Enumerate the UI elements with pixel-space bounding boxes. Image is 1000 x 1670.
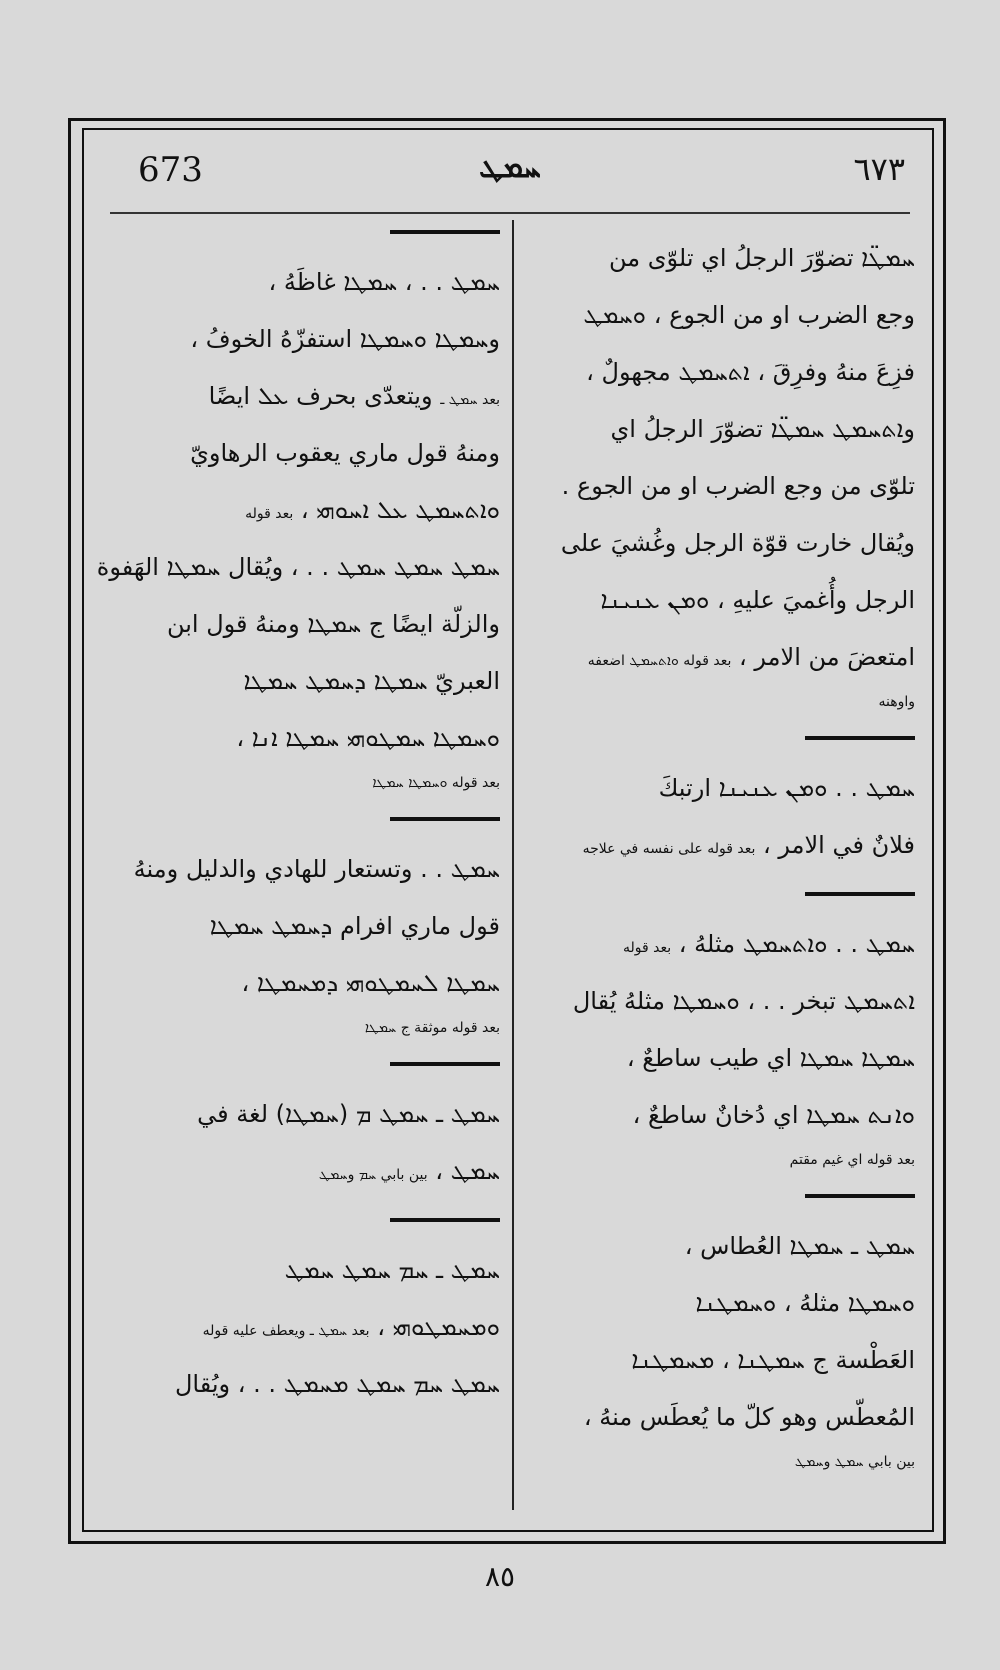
editorial-note: بعد ܚܡܛ ـ ويعطف عليه قوله [202,1323,370,1339]
text-line: ܚܡܛ . . ܘܡܢ ܥܢܝܢܐ ارتبكَ [658,774,915,802]
column-divider [512,220,514,1510]
text-line: قول ماري افرام ܕܚܡܛ ܚܡܛܐ [209,912,500,940]
text-line: ܚܡܛ . . ، ܚܡܛܐ غاظَهُ ، [268,268,500,296]
text-line: وجع الضرب او من الجوع ، ܘܚܡܛ [583,301,915,329]
entry [525,1218,915,1478]
editorial-note: واوهنه [878,694,915,710]
text-line: وܐܬܚܡܛ ܚܡܛ̈ܐ تضوّرَ الرجلُ اي [610,415,915,443]
entry-text: امتعضَ من الامر ، [739,643,915,671]
entry [100,1086,500,1200]
entry-text: ܚܡܛ ، [435,1157,500,1185]
editorial-note: بين بابي ܚܡܛ وܚܡܛ [794,1454,915,1470]
text-line [100,1143,500,1200]
editorial-note: بعد قوله موثقة ج ܚܡܛܐ [364,1020,500,1036]
header-rule [110,212,910,214]
text-line: ܘܚܡܛܐ ܚܡܛܘܗܝ ܚܡܛܐ ܐܢܐ ، [236,724,500,752]
text-line [525,916,915,973]
text-line [100,368,500,425]
entry [525,916,915,1176]
entry [96,254,500,799]
text-line: ܚܡܛ̈ܐ تضوّرَ الرجلُ اي تلوّى من [608,244,915,272]
text-line: تلوّى من وجع الضرب او من الجوع . [561,472,915,500]
entry-separator [805,736,915,740]
entry [100,841,500,1044]
signature-number: ٨٥ [484,1560,516,1593]
text-line: ܚܡܛ ܚܡ ܚܡܛ ܡܚܡܛ . . ، ويُقال [174,1370,500,1398]
entry [525,760,915,874]
entry-separator [805,892,915,896]
text-line [525,629,915,686]
text-line: ܘܚܡܛܐ مثلهُ ، ܘܚܡܛܢܐ [695,1289,915,1317]
entry-separator [805,1194,915,1198]
text-line: ܚܡܛܐ ܠܚܡܛܘܗܝ ܕܡܚܡܛܐ ، [241,969,500,997]
text-line: العَطْسة ج ܚܡܛܢܐ ، ܡܚܡܛܢܐ [631,1346,915,1374]
entry-text: ܘܐܬܚܡܛ ܥܠ ܐܚܘܗܝ ، [300,496,500,524]
text-line: ومنهُ قول ماري يعقوب الرهاويّ [190,439,500,467]
editorial-note: بعد قوله على نفسه في علاجه [582,841,756,857]
entry-separator [390,230,500,234]
page-number-arabic: ٦٧٣ [853,150,905,188]
editorial-note: بين بابي ܚܡ وܚܡܛ [318,1167,428,1183]
right-column [525,230,915,1478]
text-line: ܚܡܛ ـ ܚܡܛܐ العُطاس ، [684,1232,915,1260]
editorial-note: بعد قوله [245,506,294,522]
text-line: ܚܡܛ ـ ܚܡܛ ܡ (ܚܡܛܐ) لغة في [197,1100,500,1128]
entry [525,230,915,718]
text-line: والزلّة ايضًا ج ܚܡܛܐ ومنهُ قول ابن [166,610,500,638]
text-line: وܚܡܛܐ ܘܚܡܛܐ استفزّهُ الخوفُ ، [190,325,500,353]
page-number-latin: 673 [138,150,203,190]
text-line: المُعطّس وهو كلّ ما يُعطَس منهُ ، [583,1403,915,1431]
left-column [96,230,500,1413]
text-line: ܚܡܛ ـ ܚܡ ܚܡܛ ܚܡܛ [284,1256,500,1284]
text-line: ويُقال خارت قوّة الرجل وغُشيَ على [560,529,915,557]
text-line: ܘܐܢܬ ܚܡܛܐ اي دُخانٌ ساطعٌ ، [632,1101,915,1129]
editorial-note: بعد قوله ܘܐܬܚܡܛ اضعفه [587,653,732,669]
text-line [100,1299,500,1356]
text-line [100,482,500,539]
editorial-note: بعد قوله [623,940,672,956]
editorial-note: بعد قوله ܘܚܡܛܐ ܚܡܛܐ [372,775,500,791]
text-line: ܚܡܛܐ ܚܡܛܐ اي طيب ساطعٌ ، [626,1044,915,1072]
text-line: ܐܬܚܡܛ تبخر . . ، ܘܚܡܛܐ مثلهُ يُقال [572,987,915,1015]
entry-separator [390,817,500,821]
text-line [525,817,915,874]
text-line: فزِعَ منهُ وفرِقَ ، ܐܬܚܡܛ مجهولٌ ، [586,358,915,386]
running-head: ܚܡܛ [479,150,541,185]
text-line: الرجل وأُغميَ عليهِ ، ܘܡܢ ܥܢܝܢܐ [600,586,915,614]
text-line: ܚܡܛ . . وتستعار للهادي والدليل ومنهُ [133,855,500,883]
entry-separator [390,1062,500,1066]
text-line: ܚܡܛ ܚܡܛ ܚܡܛ . . ، ويُقال ܚܡܛܐ الهَفوة [96,553,500,581]
editorial-note: بعد قوله اي غيم مقتم [789,1152,915,1168]
text-line: العبريّ ܚܡܛܐ ܕܚܡܛ ܚܡܛܐ [243,667,500,695]
entry-text: ܘܡܚܡܛܘܗܝ ، [377,1313,500,1341]
entry-text: ܚܡܛ . . ܘܐܬܚܡܛ مثلهُ ، [678,930,915,958]
entry-text: فلانٌ في الامر ، [763,831,915,859]
entry-text: ويتعدّى بحرف ܥܠ ايضًا [208,382,433,410]
entry [100,1242,500,1413]
entry-separator [390,1218,500,1222]
editorial-note: بعد ܚܡܛ ـ [440,392,500,408]
